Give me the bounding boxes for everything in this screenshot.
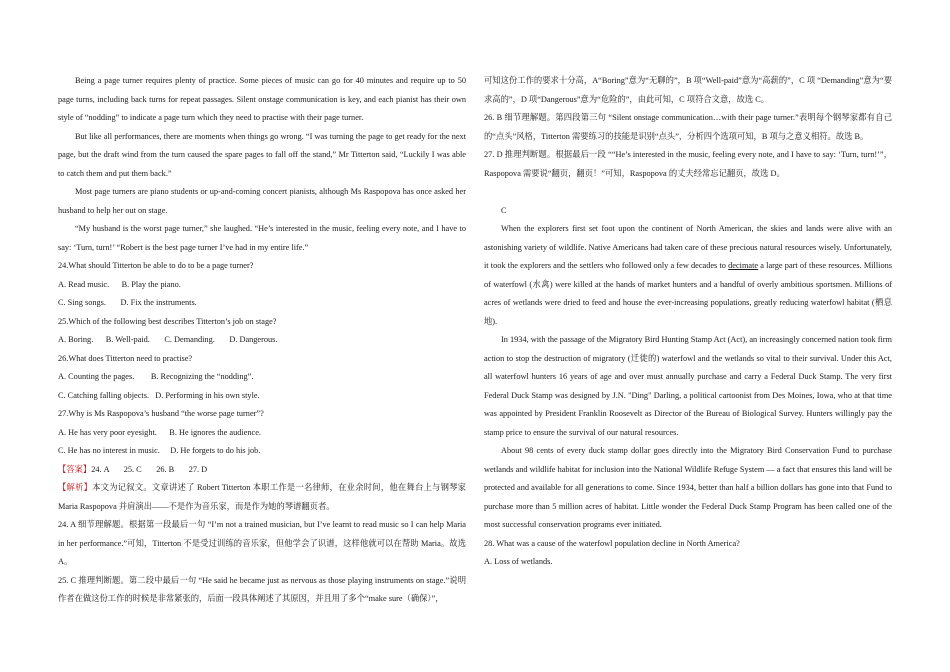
analysis-text: 本文为记叙文。文章讲述了 Robert Titterton 本职工作是一名律师，在业余时间，他在舞台上与钢琴家 Maria Raspopova 并肩演出——不是作为音乐家，而是作为她的琴谱翻页者。 [58, 483, 466, 511]
explanation-25-continued: 可知这份工作的要求十分高，A“Boring”意为“无聊的”，B 项“Well-paid”意为“高薪的”，C 项 “Demanding”意为“要求高的”，D 项“Dangerous”意为“危险的”，由此可知，C 项符合文意，故选 C。 [484, 76, 892, 104]
question-28-option-a: A. Loss of wetlands. [484, 557, 553, 566]
question-25-options: A. Boring. B. Well-paid. C. Demanding. D. Dangerous. [58, 335, 278, 344]
passage-paragraph-1: Being a page turner requires plenty of practice. Some pieces of music can go for 40 minutes and require up to 50 page turns, including back turns for repeat passages. Silent onstage communication is key, and each pianist has their own style of “nodding” to indicate a page turn which they need to practise with their page turner. [58, 76, 466, 122]
question-24-options-1: A. Read music. B. Play the piano. [58, 279, 181, 289]
answer-line [58, 461, 466, 480]
passage-paragraph-3: Most page turners are piano students or up-and-coming concert pianists, although Ms Raspopova has once asked her husband to help her out on stage. [58, 187, 466, 215]
question-27-options-2: C. He has no interest in music. D. He forgets to do his job. [58, 446, 261, 455]
question-24: 24.What should Titterton be able to do to be a page turner? [58, 261, 254, 270]
answer-text: 24. A 25. C 26. B 27. D [91, 464, 208, 474]
explanation-26: 26. B 细节理解题。第四段第三句 “Silent onstage communication…with their page turner.”表明每个钢琴家都有自己的“点头”风格，Titterton 需要练习的技能是识别“点头”，分析四个选项可知，B 项与之意义相符。故选 B。 [484, 113, 892, 141]
right-column [484, 72, 892, 572]
passage-c-paragraph-1 [484, 220, 892, 331]
analysis-line [58, 479, 466, 516]
question-26-options-1: A. Counting the pages. B. Recognizing the “nodding”. [58, 372, 254, 381]
section-heading-c: C [501, 205, 507, 215]
passage-c-paragraph-1-part-b: a large part of these resources. Millions of waterfowl (水禽) were killed at the hands of market hunters and a handful of overly ambitious sportsmen. Millions of acres of wetlands were dried to feed and house the ever-increasing populations, greatly reducing waterfowl habitat (栖息地). [484, 261, 892, 326]
question-27: 27.Why is Ms Raspopova’s husband “the worse page turner”? [58, 409, 264, 418]
question-28: 28. What was a cause of the waterfowl population decline in North America? [484, 538, 740, 548]
passage-c-paragraph-2: In 1934, with the passage of the Migratory Bird Hunting Stamp Act (Act), an increasingly concerned nation took firm action to stop the destruction of migratory (迁徙的) waterfowl and the wetlands so vital to their survival. Under this Act, all waterfowl hunters 16 years of age and over must annually purchase and carry a Federal Duck Stamp. The very first Federal Duck Stamp was designed by J.N. "Ding" Darling, a political cartoonist from Des Moines, Iowa, who at that time was appointed by President Franklin Roosevelt as Director of the Bureau of Biological Survey. Hunters willingly pay the stamp price to ensure the survival of our natural resources. [484, 335, 892, 437]
passage-c-paragraph-3: About 98 cents of every duck stamp dollar goes directly into the Migratory Bird Conservation Fund to purchase wetlands and wildlife habitat for inclusion into the National Wildlife Refuge System — a fact that ensures this land will be protected and available for all generations to come. Since 1934, better than half a billion dollars has gone into that Fund to purchase more than 5 million acres of habitat. Little wonder the Federal Duck Stamp Program has been called one of the most successful conservation programs ever initiated. [484, 446, 892, 529]
explanation-27: 27. D 推理判断题。根据最后一段 ““He’s interested in the music, feeling every note, and I have to say: ‘Turn, turn!’”，Raspopova 需要说“翻页，翻页！”可知，Raspopova 的丈夫经常忘记翻页，故选 D。 [484, 150, 892, 178]
question-24-options-2: C. Sing songs. D. Fix the instruments. [58, 298, 197, 307]
explanation-25: 25. C 推理判断题。第二段中最后一句 “He said he became just as nervous as those playing instruments on stage.”说明作者在做这份工作的时候是非常紧张的，后面一段具体阐述了其原因，并且用了多个“make sure（确保）”， [58, 575, 466, 603]
underlined-word-decimate: decimate [728, 261, 759, 270]
question-25: 25.Which of the following best describes Titterton’s job on stage? [58, 316, 277, 326]
passage-paragraph-2: But like all performances, there are moments when things go wrong. “I was turning the page to get ready for the next page, but the draft wind from the turn caused the spare pages to fall off the stand,” Mr Titterton said, “Luckily I was able to catch them and put them back.” [58, 131, 466, 178]
question-27-options-1: A. He has very poor eyesight. B. He ignores the audience. [58, 427, 261, 437]
explanation-24: 24. A 细节理解题。根据第一段最后一句 “I’m not a trained musician, but I’ve learnt to read music so I can help Maria in her performance.”可知，Titterton 不是受过训练的音乐家，但他学会了识谱，这样他就可以在帮助 Maria。故选 A。 [58, 520, 466, 566]
answer-tag: 【答案】 [58, 464, 92, 474]
question-26-options-2: C. Catching falling objects. D. Performing in his own style. [58, 390, 260, 400]
analysis-tag: 【解析】 [58, 483, 93, 492]
question-26: 26.What does Titterton need to practise? [58, 353, 193, 363]
passage-c-paragraph-1-part-a: When the explorers first set foot upon the continent of North American, the skies and lands were alive with an astonishing variety of wildlife. Native Americans had taken care of these precious natural resources wisely. Unfortunately, it took the explorers and the settlers who followed only a few decades to [484, 224, 892, 270]
section-gap [484, 183, 892, 202]
left-column [58, 72, 466, 609]
passage-paragraph-4: “My husband is the worst page turner,” she laughed. “He’s interested in the music, feeling every note, and I have to say: ‘Turn, turn!’ “Robert is the best page turner I’ve had in my entire life.” [58, 224, 466, 252]
